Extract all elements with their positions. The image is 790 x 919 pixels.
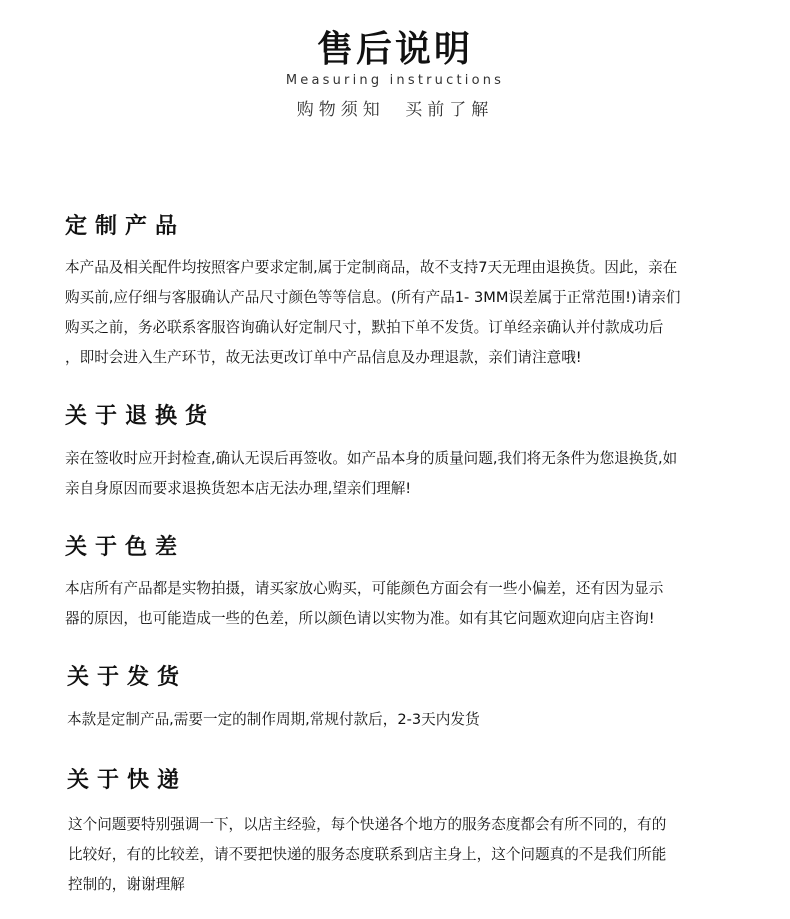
text-line: 器的原因，也可能造成一些的色差，所以颜色请以实物为准。如有其它问题欢迎向店主咨询!	[65, 610, 655, 627]
text-line: 本产品及相关配件均按照客户要求定制,属于定制商品，故不支持7天无理由退换货。因此，亲在	[65, 259, 678, 276]
section-body-shipping	[67, 705, 480, 735]
section-heading-custom-products: 定制产品	[65, 214, 186, 239]
text-line: 本店所有产品都是实物拍摄，请买家放心购买，可能颜色方面会有一些小偏差，还有因为显示	[65, 580, 664, 597]
section-heading-courier: 关于快递	[67, 768, 188, 793]
section-body-returns	[65, 444, 677, 504]
page-title: 售后说明	[316, 29, 473, 70]
text-line: 亲在签收时应开封检查,确认无误后再签收。如产品本身的质量问题,我们将无条件为您退换货,如	[65, 450, 678, 467]
text-line: 购买之前，务必联系客服咨询确认好定制尺寸，默拍下单不发货。订单经亲确认并付款成功后	[65, 319, 664, 336]
english-subtitle: Measuring instructions	[285, 73, 505, 88]
text-line: 这个问题要特别强调一下，以店主经验，每个快递各个地方的服务态度都会有所不同的，有的	[68, 816, 667, 833]
section-body-color-difference	[65, 574, 663, 634]
text-line: 购买前,应仔细与客服确认产品尺寸颜色等等信息。(所有产品1- 3MM误差属于正常范围!)请亲们	[65, 289, 681, 306]
text-line: 亲自身原因而要求退换货恕本店无法办理,望亲们理解!	[65, 480, 412, 497]
section-heading-returns: 关于退换货	[65, 404, 216, 429]
text-line: 本款是定制产品,需要一定的制作周期,常规付款后，2-3天内发货	[67, 711, 480, 728]
section-heading-color-difference: 关于色差	[65, 535, 186, 560]
section-heading-shipping: 关于发货	[67, 665, 188, 690]
section-body-courier	[68, 810, 666, 900]
section-body-custom-products	[65, 253, 681, 373]
text-line: 控制的，谢谢理解	[68, 876, 185, 893]
chinese-subtitle: 购物须知 买前了解	[296, 100, 494, 120]
text-line: ，即时会进入生产环节，故无法更改订单中产品信息及办理退款，亲们请注意哦!	[65, 349, 582, 366]
text-line: 比较好，有的比较差，请不要把快递的服务态度联系到店主身上，这个问题真的不是我们所能	[68, 846, 667, 863]
